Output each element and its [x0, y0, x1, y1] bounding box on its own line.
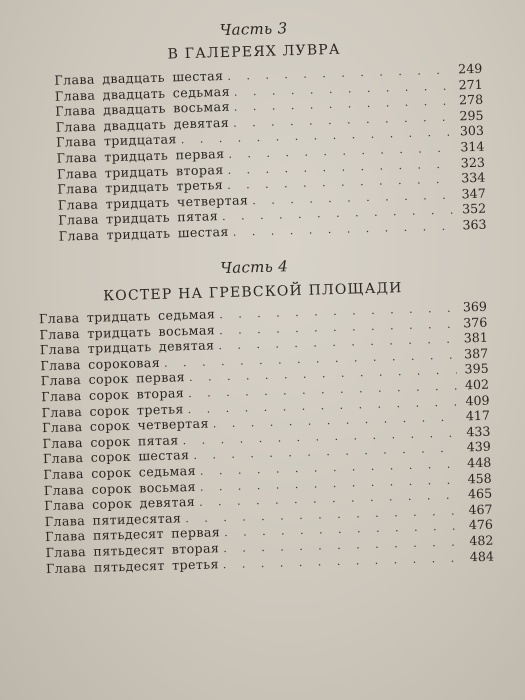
page-number: 395	[464, 361, 489, 377]
part-4-title: КОСТЕР НА ГРЕВСКОЙ ПЛОЩАДИ	[103, 280, 403, 305]
chapter-title: Глава двадцать восьмая	[55, 99, 231, 119]
chapter-title: Глава сорок третья	[41, 400, 184, 420]
page-number: 417	[465, 407, 491, 424]
chapter-title: Глава сорок четвертая	[41, 415, 210, 436]
page-number: 458	[467, 470, 492, 486]
page-number: 363	[462, 216, 487, 233]
page-number: 484	[469, 548, 495, 564]
chapter-title: Глава тридцать девятая	[39, 337, 215, 358]
page-number: 347	[461, 185, 486, 202]
chapter-title: Глава двадцать шестая	[54, 67, 224, 88]
part-4-heading: Часть 4	[220, 257, 289, 278]
page-number: 409	[465, 392, 490, 408]
chapter-title: Глава тридцать шестая	[58, 223, 229, 244]
chapter-title: Глава двадцать девятая	[55, 114, 230, 135]
part-4-chapter-list	[39, 299, 494, 576]
chapter-title: Глава пятьдесят вторая	[45, 540, 220, 561]
page-number: 465	[467, 485, 493, 502]
page-number: 448	[466, 454, 492, 471]
chapter-title: Глава сорок пятая	[42, 432, 179, 451]
chapter-title: Глава тридцать третья	[57, 177, 224, 197]
chapter-title: Глава тридцатая	[55, 131, 177, 151]
chapter-title: Глава тридцать вторая	[56, 161, 224, 182]
page-number: 295	[459, 107, 484, 124]
page-number: 369	[462, 298, 488, 315]
chapter-title: Глава сорок шестая	[42, 447, 190, 467]
page-number: 439	[466, 439, 491, 455]
chapter-title: Глава тридцать четвертая	[57, 192, 249, 213]
chapter-title: Глава сорок вторая	[41, 385, 185, 405]
chapter-title: Глава тридцать восьмая	[39, 321, 216, 342]
page-number: 482	[469, 532, 494, 549]
page-number: 433	[466, 423, 491, 440]
part-3-section	[0, 0, 515, 244]
page-number: 376	[463, 314, 488, 330]
page-number: 249	[457, 60, 483, 77]
page-number: 303	[459, 123, 485, 139]
chapter-title: Глава пятьдесят третья	[45, 555, 219, 576]
chapter-title: Глава тридцать первая	[56, 145, 225, 166]
chapter-title: Глава двадцать седьмая	[54, 83, 231, 104]
chapter-title: Глава тридцать пятая	[58, 208, 219, 228]
page-number: 467	[468, 501, 493, 518]
part-3-title: В ГАЛЕРЕЯХ ЛУВРА	[167, 41, 341, 63]
page-number: 352	[461, 201, 487, 217]
chapter-title: Глава тридцать седьмая	[38, 306, 216, 327]
part-3-heading: Часть 3	[219, 19, 288, 40]
page-number: 402	[464, 376, 490, 393]
chapter-title: Глава сорок девятая	[44, 494, 196, 514]
chapter-title: Глава пятьдесят первая	[44, 524, 221, 545]
chapter-title: Глава сорок восьмая	[43, 478, 197, 498]
part-3-chapter-list	[54, 61, 487, 244]
chapter-title: Глава сорок седьмая	[43, 462, 197, 483]
page-number: 314	[460, 138, 485, 155]
page-number: 381	[463, 329, 488, 346]
chapter-title: Глава сорок первая	[40, 369, 186, 389]
page-number: 334	[461, 169, 486, 186]
page-number: 387	[463, 345, 489, 362]
chapter-title: Глава сороковая	[40, 354, 161, 373]
page-number: 476	[468, 516, 494, 533]
page-number: 323	[460, 154, 486, 170]
page-number: 271	[458, 76, 483, 93]
chapter-title: Глава пятидесятая	[44, 510, 182, 529]
page-number: 278	[458, 91, 484, 108]
